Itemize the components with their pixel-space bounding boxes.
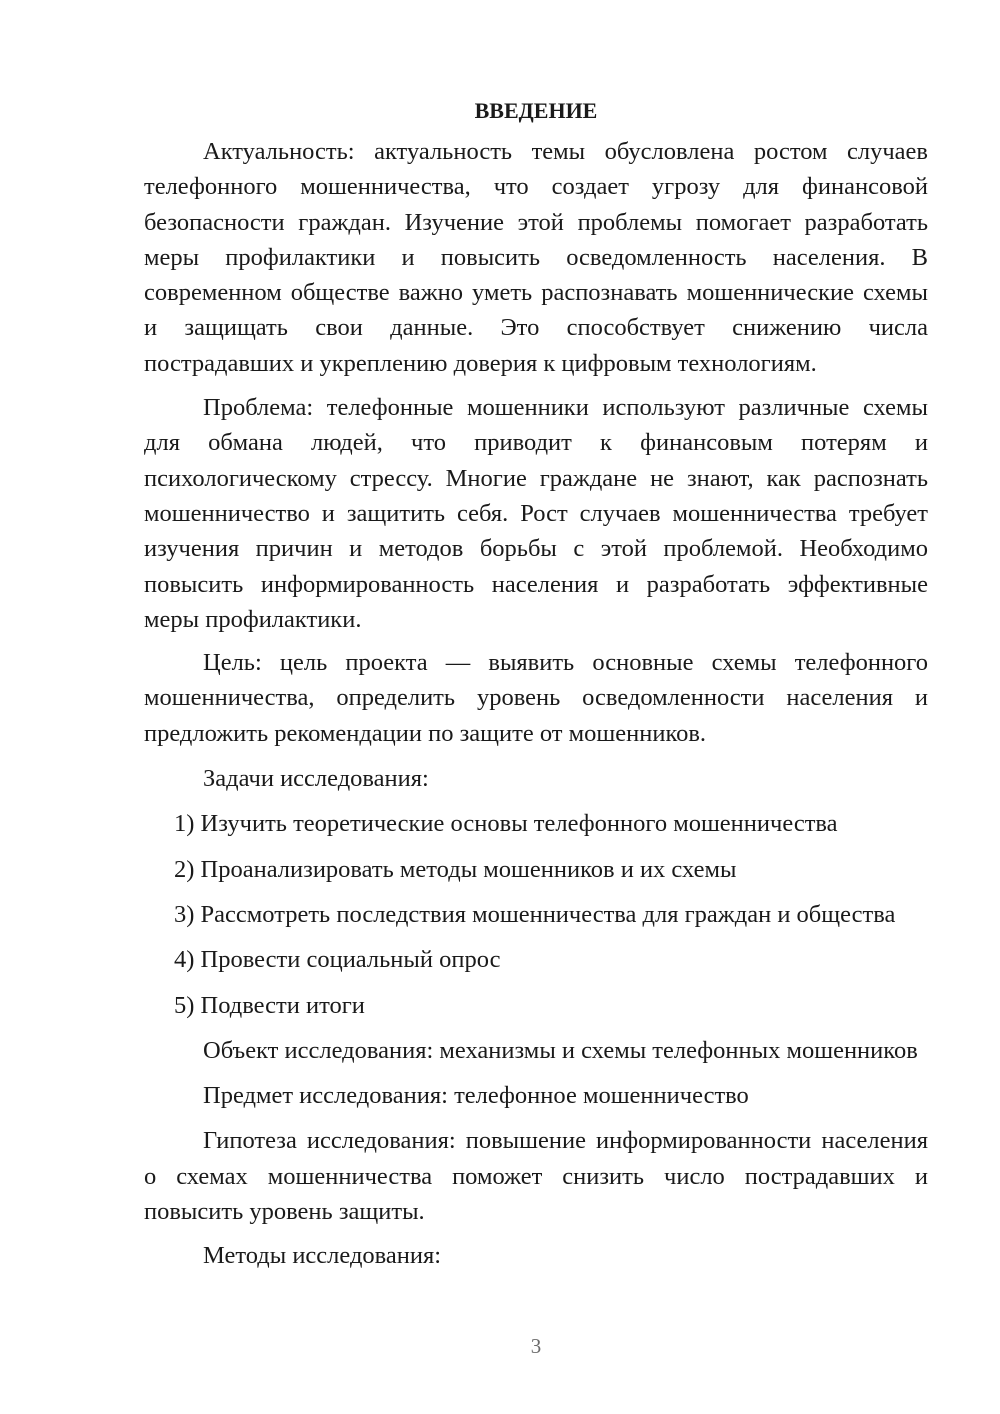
tasks-title: Задачи исследования: (203, 765, 429, 793)
research-subject: Предмет исследования: телефонное мошенничество (203, 1082, 749, 1110)
hypothesis-paragraph: Гипотеза исследования: повышение информированности населения о схемах мошенничества поможет снизить число пострадавших и повысить уровень защиты. (144, 1127, 928, 1226)
section-heading: ВВЕДЕНИЕ (474, 98, 598, 123)
page-body (144, 93, 928, 1284)
tasks-list (144, 806, 928, 1022)
relevance-paragraph: Актуальность: актуальность темы обусловлена ростом случаев телефонного мошенничества, что создает угрозу для финансовой безопасности граждан. Изучение этой проблемы помогает разработать меры профилактики и повысить осведомленность населения. В современном обществе важно уметь распознавать мошеннические схемы и защищать свои данные. Это способствует снижению числа пострадавших и укреплению доверия к цифровым технологиям. (144, 138, 928, 377)
list-item: 3) Рассмотреть последствия мошенничества для граждан и общества (174, 900, 896, 928)
list-item: 5) Подвести итоги (174, 991, 365, 1019)
goal-paragraph: Цель: цель проекта — выявить основные схемы телефонного мошенничества, определить уровень осведомленности населения и предложить рекомендации по защите от мошенников. (144, 649, 928, 747)
research-object: Объект исследования: механизмы и схемы телефонных мошенников (203, 1036, 918, 1064)
methods-title: Методы исследования: (203, 1242, 442, 1270)
list-item: 1) Изучить теоретические основы телефонного мошенничества (174, 810, 838, 838)
problem-paragraph: Проблема: телефонные мошенники используют различные схемы для обмана людей, что приводит к финансовым потерям и психологическому стрессу. Многие граждане не знают, как распознать мошенничество и защитить себя. Рост случаев мошенничества требует изучения причин и методов борьбы с этой проблемой. Необходимо повысить информированность населения и разработать эффективные меры профилактики. (144, 394, 928, 633)
list-item: 4) Провести социальный опрос (174, 946, 501, 974)
page-number: 3 (530, 1334, 542, 1358)
list-item: 2) Проанализировать методы мошенников и их схемы (174, 855, 737, 883)
